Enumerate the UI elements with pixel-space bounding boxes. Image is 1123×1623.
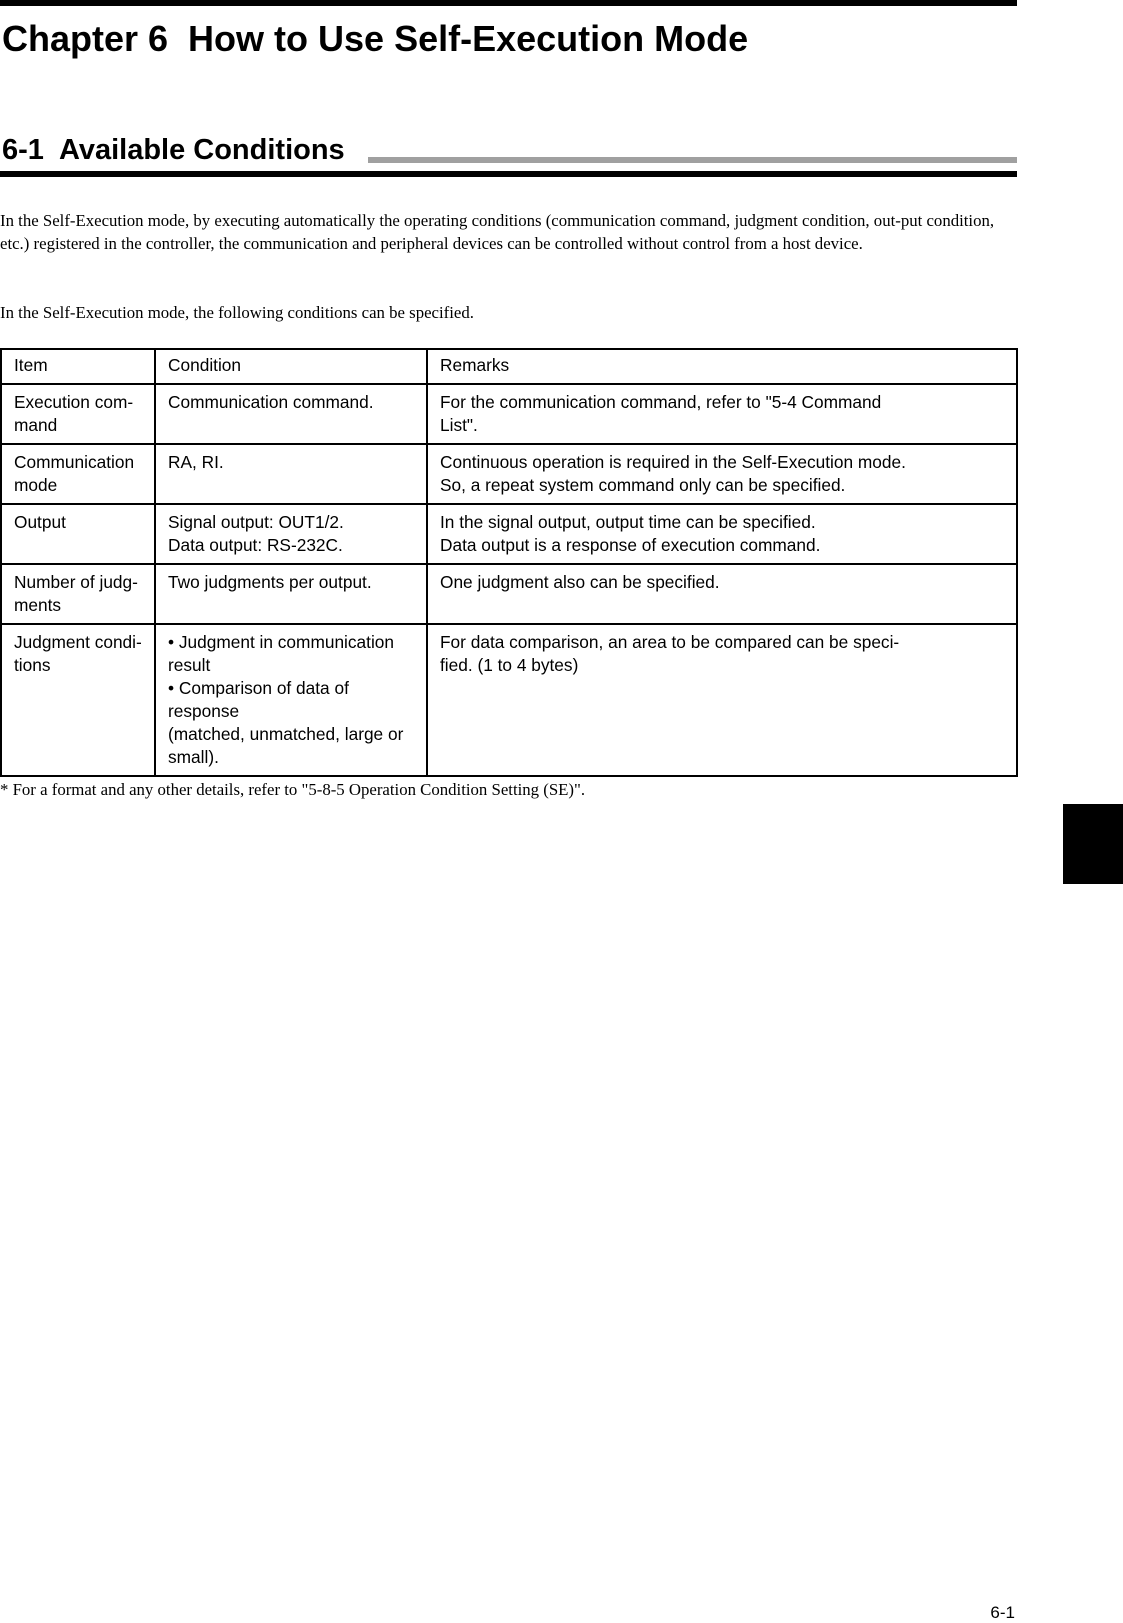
table-row	[1, 504, 1017, 564]
cell-item: Judgment condi- tions	[1, 624, 155, 776]
cell-item: Number of judg- ments	[1, 564, 155, 624]
cell-condition: RA, RI.	[155, 444, 427, 504]
cell-remarks: For the communication command, refer to "5-4 Command List".	[427, 384, 1017, 444]
table-row	[1, 564, 1017, 624]
chapter-title: Chapter 6 How to Use Self-Execution Mode	[2, 18, 749, 59]
intro-paragraph: In the Self-Execution mode, by executing automatically the operating conditions (communication command, judgment condition, out-put condition, etc.) registered in the controller, the communication and peripheral devices can be controlled without control from a host device.	[0, 211, 995, 253]
cell-remarks: In the signal output, output time can be specified. Data output is a response of execution command.	[427, 504, 1017, 564]
cell-remarks: Continuous operation is required in the Self-Execution mode. So, a repeat system command only can be specified.	[427, 444, 1017, 504]
table-row	[1, 624, 1017, 776]
conditions-table	[0, 348, 1018, 777]
footnote: * For a format and any other details, refer to "5-8-5 Operation Condition Setting (SE)".	[0, 780, 586, 799]
page-number: 6-1	[990, 1603, 1015, 1622]
cell-remarks: For data comparison, an area to be compared can be speci- fied. (1 to 4 bytes)	[427, 624, 1017, 776]
cell-condition: Communication command.	[155, 384, 427, 444]
conditions-lead-paragraph: In the Self-Execution mode, the following conditions can be specified.	[0, 303, 474, 322]
top-rule	[0, 0, 1017, 6]
cell-remarks: One judgment also can be specified.	[427, 564, 1017, 624]
section-rule	[0, 171, 1017, 177]
cell-condition: Signal output: OUT1/2. Data output: RS-232C.	[155, 504, 427, 564]
chapter-thumb-tab	[1063, 804, 1123, 884]
cell-item: Output	[1, 504, 155, 564]
cell-item: Execution com- mand	[1, 384, 155, 444]
cell-condition: • Judgment in communication result • Comparison of data of response (matched, unmatched, large or small).	[155, 624, 427, 776]
table-row	[1, 384, 1017, 444]
header-item: Item	[1, 349, 155, 384]
cell-condition: Two judgments per output.	[155, 564, 427, 624]
cell-item: Communication mode	[1, 444, 155, 504]
table-row	[1, 444, 1017, 504]
section-title-gray-bar	[368, 157, 1017, 163]
section-title: 6-1 Available Conditions	[2, 134, 345, 166]
table-header-row	[1, 349, 1017, 384]
header-condition: Condition	[155, 349, 427, 384]
header-remarks: Remarks	[427, 349, 1017, 384]
